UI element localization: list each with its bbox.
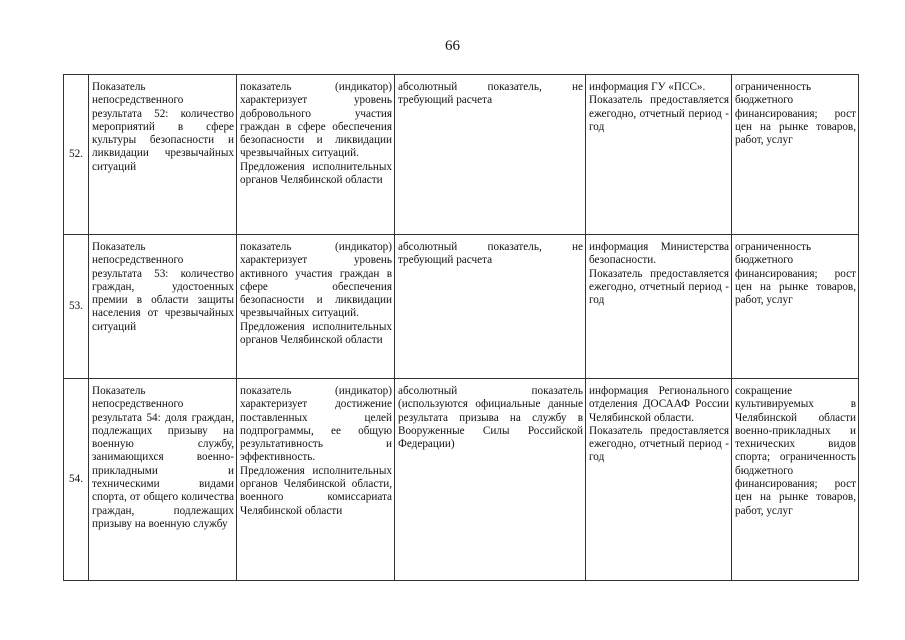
description-source-text: Предложения исполнительных органов Челябинской области <box>240 160 392 187</box>
row-number-cell: 52. <box>64 75 89 235</box>
indicator-name-cell: Показатель непосредственного результата 52: количество мероприятий в сфере культуры безопасности и ликвидации чрезвычайных ситуаций <box>89 75 237 235</box>
indicator-name-cell: Показатель непосредственного результата 53: количество граждан, удостоенных премии в области защиты населения от чрезвычайных ситуаций <box>89 235 237 379</box>
description-source-text: Предложения исполнительных органов Челябинской области <box>240 320 392 347</box>
description-text: показатель (индикатор) характеризует достижение поставленных целей подпрограммы, ее общую результативность и эффективность. <box>240 385 392 464</box>
data-source-text: информация Регионального отделения ДОСААФ России Челябинской области. <box>589 385 729 424</box>
page-number: 66 <box>445 38 460 54</box>
data-source-cell <box>586 75 732 235</box>
row-number-cell: 53. <box>64 235 89 379</box>
row-number-cell: 54. <box>64 379 89 581</box>
indicator-description-cell <box>237 235 395 379</box>
reporting-period-text: Показатель предоставляется ежегодно, отчетный период - год <box>589 424 729 464</box>
risk-factors-cell: ограниченность бюджетного финансирования; рост цен на рынке товаров, работ, услуг <box>732 235 859 379</box>
table-row-52 <box>64 75 859 235</box>
indicator-description-cell <box>237 75 395 235</box>
data-source-cell <box>586 235 732 379</box>
description-source-text: Предложения исполнительных органов Челябинской области, военного комиссариата Челябинской области <box>240 464 392 517</box>
calculation-method-cell: абсолютный показатель, не требующий расчета <box>395 235 586 379</box>
data-source-text: информация Министерства безопасности. <box>589 241 729 267</box>
calculation-method-cell: абсолютный показатель (используются официальные данные результата призыва на службу в Вооруженные Силы Российской Федерации) <box>395 379 586 581</box>
reporting-period-text: Показатель предоставляется ежегодно, отчетный период - год <box>589 267 729 307</box>
reporting-period-text: Показатель предоставляется ежегодно, отчетный период - год <box>589 94 729 133</box>
table-row-53 <box>64 235 859 379</box>
indicator-name-cell: Показатель непосредственного результата 54: доля граждан, подлежащих призыву на военную службу, занимающихся военно-прикладными и техническими видами спорта, от общего количества граждан, подлежащих призыву на военную службу <box>89 379 237 581</box>
description-text: показатель (индикатор) характеризует уровень активного участия граждан в сфере обеспечения безопасности и ликвидации чрезвычайных ситуаций. <box>240 241 392 320</box>
data-source-cell <box>586 379 732 581</box>
risk-factors-cell: сокращение культивируемых в Челябинской области военно-прикладных и технических видов спорта; ограниченность бюджетного финансирования; рост цен на рынке товаров, работ, услуг <box>732 379 859 581</box>
data-source-text: информация ГУ «ПСС». <box>589 81 706 93</box>
indicator-description-cell <box>237 379 395 581</box>
risk-factors-cell: ограниченность бюджетного финансирования; рост цен на рынке товаров, работ, услуг <box>732 75 859 235</box>
calculation-method-cell: абсолютный показатель, не требующий расчета <box>395 75 586 235</box>
indicators-table <box>63 74 859 581</box>
table-row-54 <box>64 379 859 581</box>
description-text: показатель (индикатор) характеризует уровень добровольного участия граждан в сфере обеспечения безопасности и ликвидации чрезвычайных ситуаций. <box>240 81 392 160</box>
